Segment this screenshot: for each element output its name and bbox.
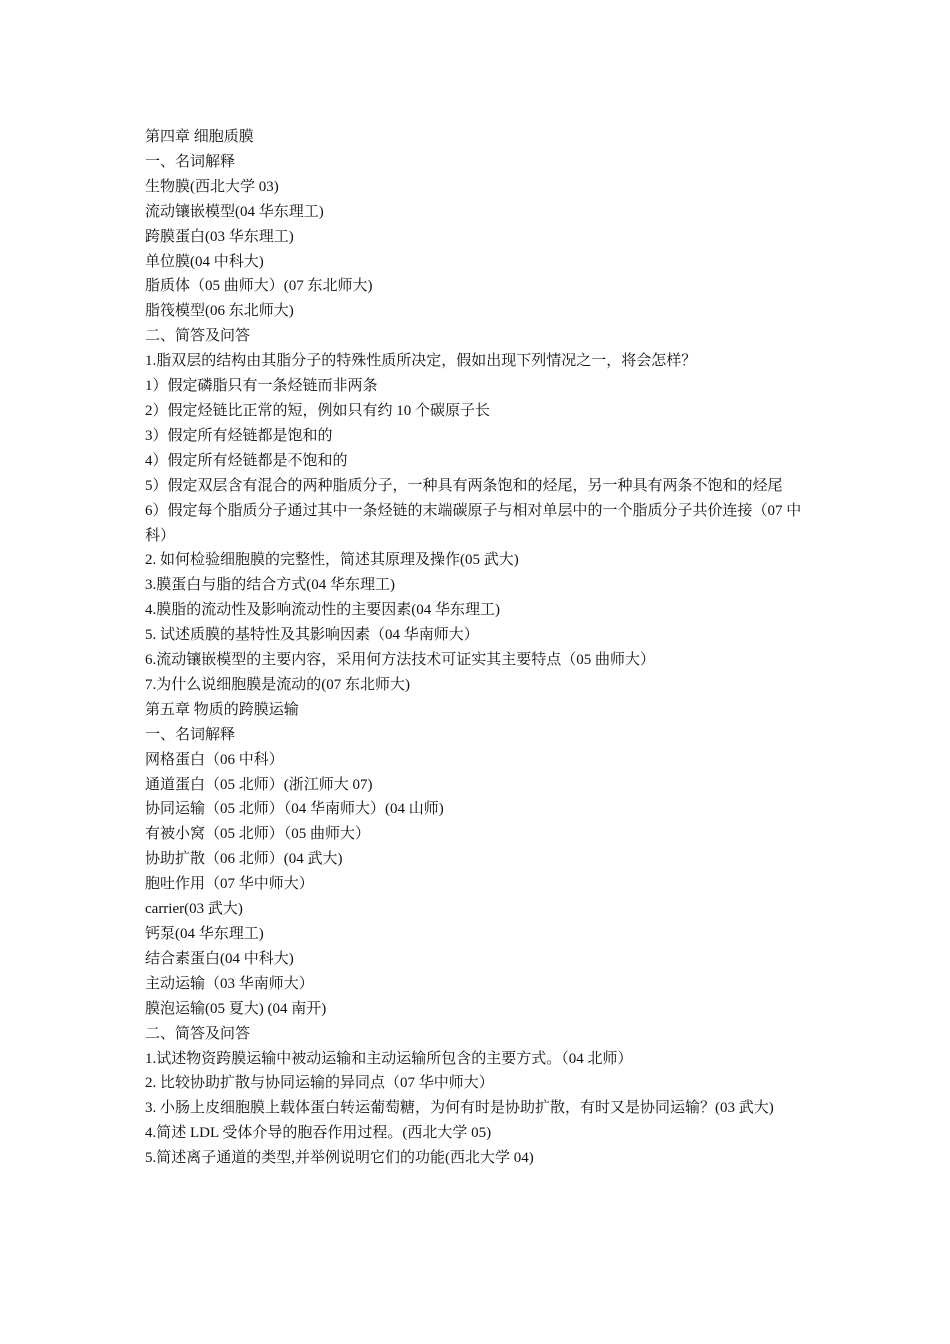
chapter-4-title: 第四章 细胞质膜 [145,129,254,145]
question-item: 3. 小肠上皮细胞膜上载体蛋白转运葡萄糖，为何有时是协助扩散，有时又是协同运输？(03 武大) [145,1100,774,1117]
term-item: 通道蛋白（05 北师）(浙江师大 07) [145,776,373,793]
question-item: 6.流动镶嵌模型的主要内容，采用何方法技术可证实其主要特点（05 曲师大） [145,652,656,669]
question-item: 2. 比较协助扩散与协同运输的异同点（07 华中师大） [145,1075,494,1092]
section-heading: 一、名词解释 [145,726,236,743]
sub-question-item: 5）假定双层含有混合的两种脂质分子，一种具有两条饱和的烃尾，另一种具有两条不饱和的烃尾 [145,477,783,494]
question-item: 1.脂双层的结构由其脂分子的特殊性质所决定，假如出现下列情况之一，将会怎样？ [145,353,697,370]
term-item: 协助扩散（06 北师）(04 武大) [145,851,343,868]
term-item: 钙泵(04 华东理工) [145,926,264,942]
term-item: 膜泡运输(05 夏大) (04 南开) [145,1000,327,1017]
document-body [145,125,810,1171]
section-heading: 二、简答及问答 [145,1025,251,1042]
question-item: 1.试述物资跨膜运输中被动运输和主动运输所包含的主要方式。（04 北师） [145,1050,633,1067]
term-item: 有被小窝（05 北师）（05 曲师大） [145,826,371,843]
sub-question-item: 2）假定烃链比正常的短，例如只有约 10 个碳原子长 [145,402,491,419]
term-item: 跨膜蛋白(03 华东理工) [145,228,294,245]
sub-question-item: 4）假定所有烃链都是不饱和的 [145,452,348,469]
term-item: 单位膜(04 中科大) [145,253,264,270]
term-item: 脂质体（05 曲师大）(07 东北师大) [145,278,373,295]
term-item: 网格蛋白（06 中科） [145,751,284,768]
section-heading: 一、名词解释 [145,153,236,170]
term-item: carrier(03 武大) [145,901,243,918]
question-item: 4.简述 LDL 受体介导的胞吞作用过程。(西北大学 05) [145,1125,492,1142]
sub-question-item: 6）假定每个脂质分子通过其中一条烃链的末端碳原子与相对单层中的一个脂质分子共价连接（07 中科） [145,502,802,544]
chapter-5-title: 第五章 物质的跨膜运输 [145,701,299,718]
term-item: 协同运输（05 北师）（04 华南师大）(04 山师) [145,801,444,818]
question-item: 7.为什么说细胞膜是流动的(07 东北师大) [145,676,410,693]
term-item: 脂筏模型(06 东北师大) [145,303,294,320]
term-item: 流动镶嵌模型(04 华东理工) [145,203,324,220]
sub-question-item: 1）假定磷脂只有一条烃链而非两条 [145,378,378,395]
question-item: 2. 如何检验细胞膜的完整性，简述其原理及操作(05 武大) [145,552,519,569]
sub-question-item: 3）假定所有烃链都是饱和的 [145,427,333,444]
question-item: 5.简述离子通道的类型,并举例说明它们的功能(西北大学 04) [145,1150,534,1167]
term-item: 结合素蛋白(04 中科大) [145,950,294,967]
term-item: 生物膜(西北大学 03) [145,178,279,195]
question-item: 3.膜蛋白与脂的结合方式(04 华东理工) [145,577,395,594]
term-item: 胞吐作用（07 华中师大） [145,876,314,893]
question-item: 5. 试述质膜的基特性及其影响因素（04 华南师大） [145,627,479,644]
question-item: 4.膜脂的流动性及影响流动性的主要因素(04 华东理工) [145,602,500,619]
section-heading: 二、简答及问答 [145,328,251,345]
term-item: 主动运输（03 华南师大） [145,975,314,992]
